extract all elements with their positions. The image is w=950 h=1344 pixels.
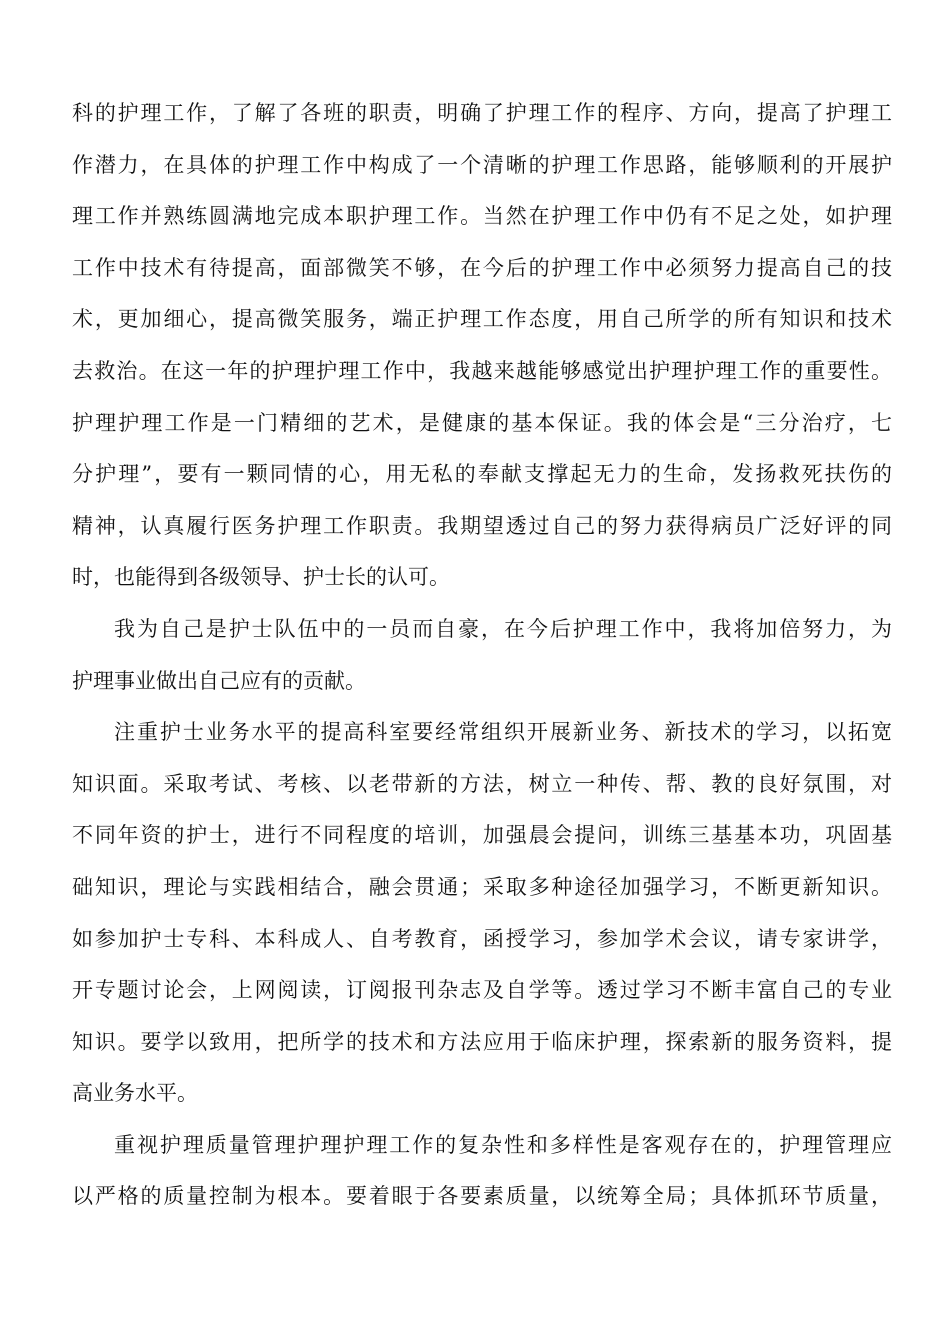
text-line: 时，也能得到各级领导、护士长的认可。 <box>72 565 450 590</box>
text-line: 础知识，理论与实践相结合，融会贯通；采取多种途径加强学习，不断更新知识。 <box>72 874 892 899</box>
text-line: 护理事业做出自己应有的贡献。 <box>72 668 366 693</box>
text-line: 护理护理工作是一门精细的艺术，是健康的基本保证。我的体会是“三分治疗，七 <box>72 410 892 435</box>
text-line: 去救治。在这一年的护理护理工作中，我越来越能够感觉出护理护理工作的重要性。 <box>72 358 892 383</box>
text-line: 不同年资的护士，进行不同程度的培训，加强晨会提问，训练三基基本功，巩固基 <box>72 823 892 848</box>
text-line: 注重护士业务水平的提高科室要经常组织开展新业务、新技术的学习，以拓宽 <box>114 720 892 745</box>
text-line: 科的护理工作，了解了各班的职责，明确了护理工作的程序、方向，提高了护理工 <box>72 101 892 125</box>
text-line: 精神，认真履行医务护理工作职责。我期望透过自己的努力获得病员广泛好评的同 <box>72 513 892 538</box>
text-line: 知识面。采取考试、考核、以老带新的方法，树立一种传、帮、教的良好氛围，对 <box>72 771 892 796</box>
text-line: 术，更加细心，提高微笑服务，端正护理工作态度，用自己所学的所有知识和技术 <box>72 307 892 332</box>
text-line: 以严格的质量控制为根本。要着眼于各要素质量，以统筹全局；具体抓环节质量， <box>72 1184 892 1209</box>
document-body <box>72 88 892 1223</box>
text-line: 开专题讨论会，上网阅读，订阅报刊杂志及自学等。透过学习不断丰富自己的专业 <box>72 978 892 1003</box>
text-line: 工作中技术有待提高，面部微笑不够，在今后的护理工作中必须努力提高自己的技 <box>72 255 892 280</box>
text-line: 知识。要学以致用，把所学的技术和方法应用于临床护理，探索新的服务资料，提 <box>72 1029 892 1054</box>
text-line: 我为自己是护士队伍中的一员而自豪，在今后护理工作中，我将加倍努力，为 <box>114 616 892 641</box>
text-line: 重视护理质量管理护理护理工作的复杂性和多样性是客观存在的，护理管理应 <box>114 1132 892 1157</box>
text-line: 分护理”，要有一颗同情的心，用无私的奉献支撑起无力的生命，发扬救死扶伤的 <box>72 462 892 487</box>
text-line: 高业务水平。 <box>72 1081 198 1106</box>
text-line: 如参加护士专科、本科成人、自考教育，函授学习，参加学术会议，请专家讲学， <box>72 926 892 951</box>
text-line: 理工作并熟练圆满地完成本职护理工作。当然在护理工作中仍有不足之处，如护理 <box>72 204 892 229</box>
text-line: 作潜力，在具体的护理工作中构成了一个清晰的护理工作思路，能够顺利的开展护 <box>72 152 892 177</box>
